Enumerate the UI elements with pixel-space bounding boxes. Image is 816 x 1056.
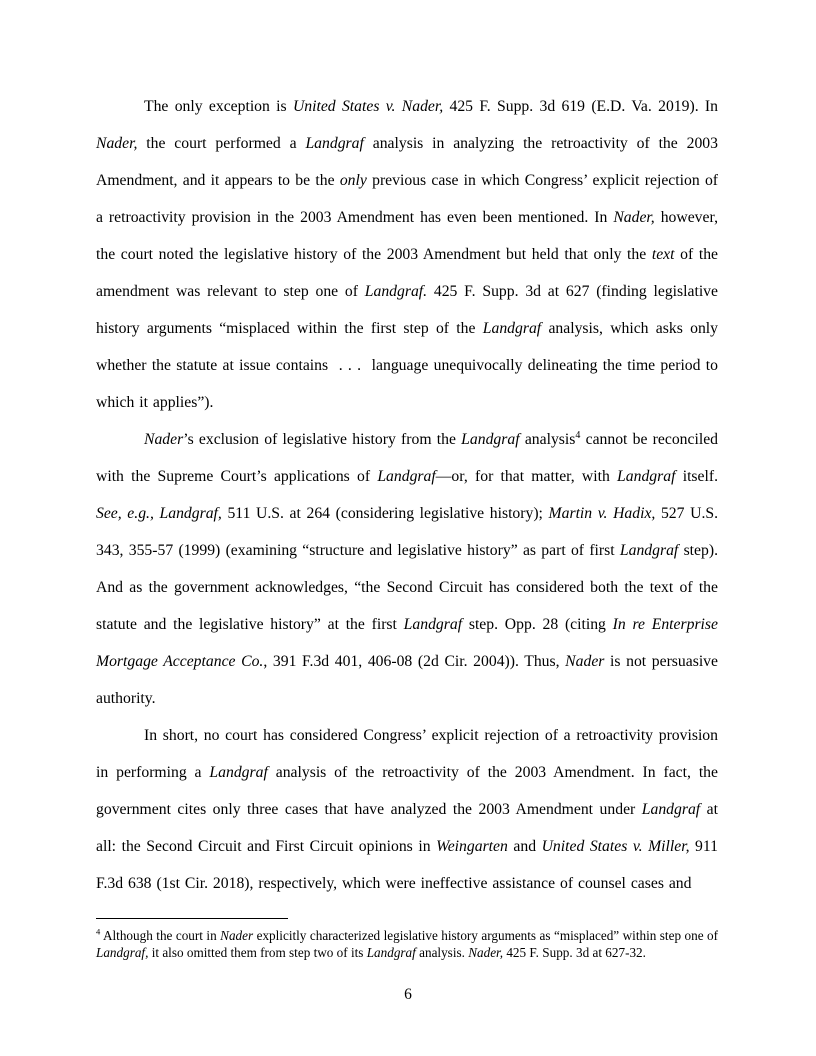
text-run: analysis [519,431,576,448]
italic-run: text [651,246,675,263]
text-run: is not persuasive authority. [96,653,718,707]
italic-run: Nader [220,928,254,943]
text-run: step). And as the government acknowledges, “the Second Circuit has considered both the text of the statute and the legislative history” at the first [96,542,718,633]
body-paragraph-3 [96,717,718,902]
italic-run: See, e.g., Landgraf, [96,505,222,522]
footnote-text [96,928,718,961]
italic-run: Landgraf [619,542,679,559]
text-run: Although the court in [100,928,221,943]
italic-run: Nader [144,431,184,448]
text-run: In short, no court has considered Congress’ explicit rejection of a retroactivity provision in performing a [96,727,718,781]
text-run: analysis of the retroactivity of the 2003 Amendment. In fact, the government cites only three cases that have analyzed the 2003 Amendment under [96,764,718,818]
footnote-reference: 4 [575,429,581,441]
text-run: however, the court noted the legislative history of the 2003 Amendment but held that only the [96,209,718,263]
italic-run: only [339,172,367,189]
text-run: 511 U.S. at 264 (considering legislative history); [221,505,549,522]
text-run: 425 F. Supp. 3d at 627-32. [503,944,646,960]
footnote-reference: 4 [96,926,101,937]
italic-run: Landgraf [641,801,701,818]
text-run: 527 U.S. 343, 355-57 (1999) (examining “structure and legislative history” as part of first [96,505,719,559]
italic-run: In re Enterprise Mortgage Acceptance Co. [96,616,718,670]
italic-run: Landgraf [377,468,436,485]
footnote-block [96,918,718,961]
text-run: of the amendment was relevant to step one of [96,246,719,300]
body-paragraph-2 [96,421,718,717]
text-run: the court performed a [137,135,306,152]
page-number: 6 [404,986,412,1003]
italic-run: Landgraf [461,431,520,448]
italic-run: Landgraf, [96,944,149,960]
italic-run: United States v. Miller, [541,838,690,855]
text-run: The only exception is [144,98,293,115]
italic-run: Landgraf [403,616,463,633]
italic-run: Landgraf [482,320,542,337]
italic-run: Landgraf [366,944,416,960]
text-run: explicitly characterized legislative history arguments as “misplaced” within step one of [253,928,719,943]
italic-run: Nader, [613,209,655,226]
text-run: it also omitted them from step two of its [148,944,367,960]
text-run: analysis. [415,944,469,960]
text-run: 425 F. Supp. 3d at 627 (finding legislative history arguments “misplaced within the first step of the [96,283,718,337]
text-run: 911 F.3d 638 (1st Cir. 2018), respectively, which were ineffective assistance of counsel cases and [96,838,719,892]
italic-run: Nader, [468,944,504,960]
text-run: previous case in which Congress’ explicit rejection of a retroactivity provision in the 2003 Amendment has even been mentioned. In [96,172,719,226]
italic-run: Landgraf. [364,283,428,300]
body-paragraph-1 [96,88,718,421]
italic-run: Landgraf [617,468,676,485]
italic-run: United States v. Nader, [292,98,444,115]
text-run: itself. [675,468,718,485]
italic-run: Weingarten [436,838,508,855]
italic-run: Nader [565,653,605,670]
text-run: analysis, which asks only whether the statute at issue contains . . . language unequivocally delineating the time period to which it applies”). [96,320,718,411]
text-run: ’s exclusion of legislative history from the [183,431,462,448]
italic-run: Nader, [96,135,138,152]
text-run: —or, for that matter, with [435,468,618,485]
text-run: , 391 F.3d 401, 406-08 (2d Cir. 2004)). Thus, [263,653,566,670]
italic-run: Landgraf [305,135,364,152]
footnote-separator [96,918,288,919]
text-run: step. Opp. 28 (citing [462,616,613,633]
italic-run: Martin v. Hadix, [548,505,656,522]
document-body [96,88,718,902]
text-run: analysis in analyzing the retroactivity of the 2003 Amendment, and it appears to be the [96,135,718,189]
italic-run: Landgraf [209,764,268,781]
text-run: 425 F. Supp. 3d 619 (E.D. Va. 2019). In [443,98,718,115]
text-run: and [507,838,542,855]
text-run: at all: the Second Circuit and First Circuit opinions in [96,801,718,855]
text-run: cannot be reconciled with the Supreme Court’s applications of [96,431,718,485]
